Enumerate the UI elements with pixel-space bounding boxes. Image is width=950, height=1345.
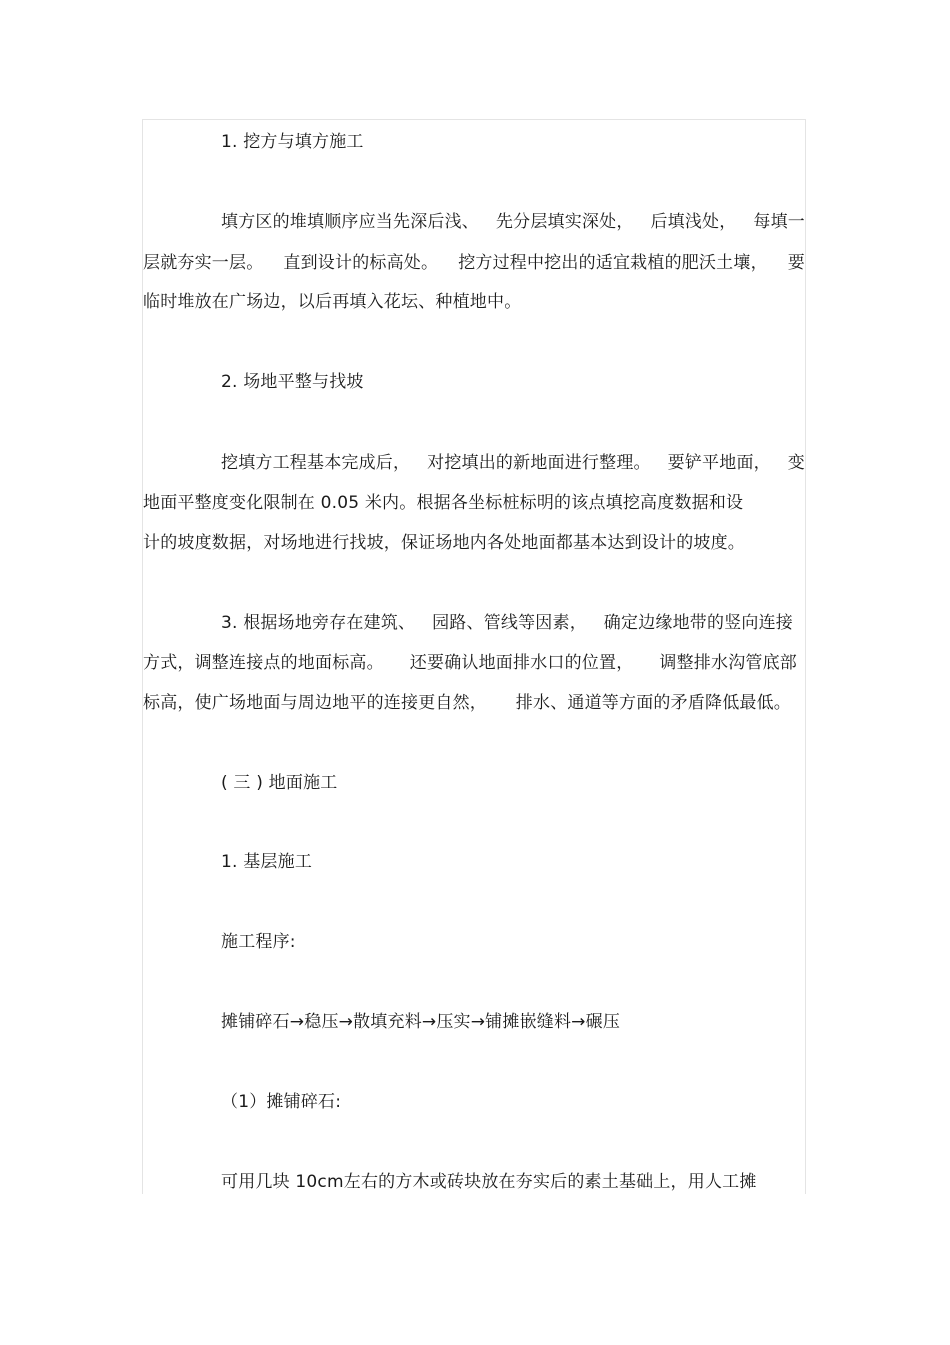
text-segment: 标高，使广场地面与周边地平的连接更自然， — [143, 693, 487, 713]
text-segment: 直到设计的标高处。 — [283, 253, 439, 273]
text-segment: 变 — [787, 453, 805, 473]
paragraph-leveling-line-3: 计的坡度数据，对场地进行找坡，保证场地内各处地面都基本达到设计的坡度。 — [143, 533, 745, 553]
text-segment: 方式，调整连接点的地面标高。 — [143, 653, 384, 673]
text-segment: 对挖填出的新地面进行整理。 — [427, 453, 651, 473]
paragraph-edge-connection-line-2 — [143, 651, 797, 675]
text-segment: 后填浅处， — [650, 212, 737, 232]
paragraph-leveling-line-1 — [221, 451, 805, 475]
procedure-steps: 摊铺碎石→稳压→散填充料→压实→铺摊嵌缝料→碾压 — [221, 1012, 621, 1032]
text-segment: 层就夯实一层。 — [143, 253, 264, 273]
heading-base-course: 1. 基层施工 — [221, 852, 313, 872]
paragraph-edge-connection-line-3 — [143, 691, 791, 715]
text-segment: 挖填方工程基本完成后， — [221, 453, 411, 473]
paragraph-fill-order-line-2 — [143, 251, 805, 275]
text-segment: 填方区的堆填顺序应当先深后浅、 — [221, 212, 479, 232]
paragraph-leveling-line-2: 地面平整度变化限制在 0.05 米内。根据各坐标桩标明的该点填挖高度数据和设 — [143, 493, 744, 513]
text-segment: 先分层填实深处， — [495, 212, 634, 232]
text-segment: 园路、管线等因素， — [432, 613, 587, 633]
paragraph-fill-order-line-1 — [221, 210, 805, 234]
text-segment: 3. 根据场地旁存在建筑、 — [221, 613, 416, 633]
text-segment: 确定边缘地带的竖向连接 — [603, 613, 793, 633]
text-segment: 要铲平地面， — [667, 453, 771, 473]
procedure-label: 施工程序: — [221, 932, 296, 952]
subheading-spread-gravel: （1）摊铺碎石: — [221, 1092, 342, 1112]
text-segment: 挖方过程中挖出的适宜栽植的肥沃土壤， — [458, 253, 768, 273]
text-segment: 调整排水沟管底部 — [659, 653, 797, 673]
heading-cut-and-fill: 1. 挖方与填方施工 — [221, 132, 364, 152]
heading-ground-construction: ( 三 ) 地面施工 — [221, 773, 338, 793]
text-segment: 还要确认地面排水口的位置， — [409, 653, 634, 673]
text-segment: 要 — [787, 253, 805, 273]
paragraph-edge-connection-line-1 — [221, 611, 793, 635]
text-segment: 排水、通道等方面的矛盾降低最低。 — [515, 693, 791, 713]
text-segment: 每填一 — [753, 212, 805, 232]
paragraph-gravel-line-1: 可用几块 10cm左右的方木或砖块放在夯实后的素土基础上，用人工摊 — [221, 1172, 757, 1192]
paragraph-fill-order-line-3: 临时堆放在广场边，以后再填入花坛、种植地中。 — [143, 292, 522, 312]
heading-site-leveling: 2. 场地平整与找坡 — [221, 372, 364, 392]
